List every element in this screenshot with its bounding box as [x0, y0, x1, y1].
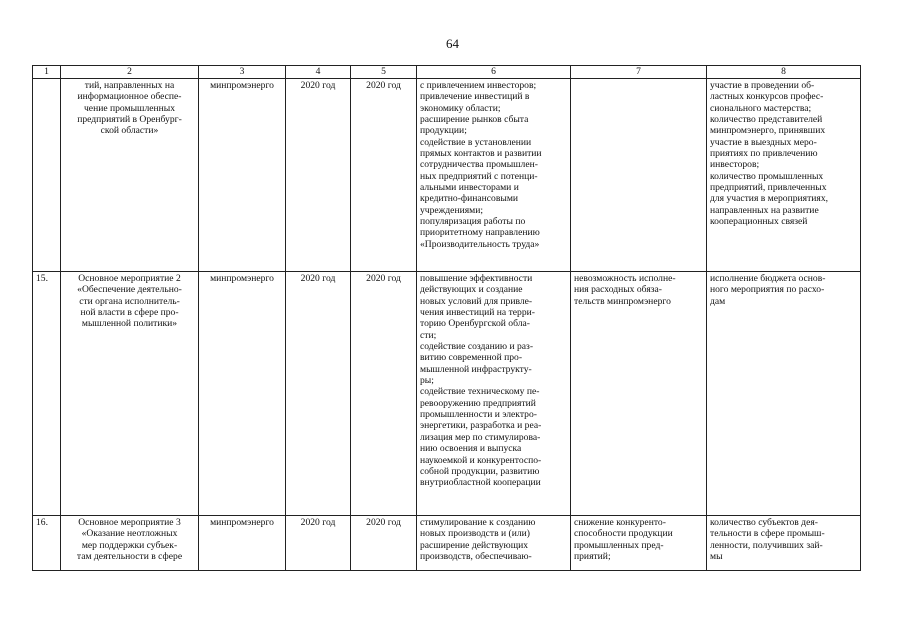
indicators-line: количество представителей: [710, 114, 823, 126]
expected-result-line: альными инвесторами и: [420, 182, 519, 194]
activity-name: [61, 516, 199, 571]
indicators-line: направленных на развитие: [710, 204, 819, 216]
consequences-line: невозможность исполне-: [574, 273, 676, 284]
expected-result-line: витию современной про-: [420, 352, 523, 364]
consequences-line: снижение конкуренто-: [574, 517, 666, 528]
end-year: 2020 год: [351, 79, 417, 272]
start-year: 2020 год: [286, 79, 351, 272]
expected-result-line: новых производств и (или): [420, 528, 530, 540]
expected-result-line: ры;: [420, 375, 434, 387]
expected-result-line: ревооружению предприятий: [420, 397, 536, 409]
end-year: 2020 год: [351, 516, 417, 571]
expected-result-line: экономику области;: [420, 102, 501, 114]
expected-result-line: продукции;: [420, 125, 467, 137]
table-row: [33, 79, 861, 272]
expected-result: [417, 516, 571, 571]
indicators: [707, 272, 861, 516]
column-header-2: 2: [61, 66, 199, 79]
consequences-line: промышленных пред-: [574, 539, 664, 551]
column-header-4: 4: [286, 66, 351, 79]
expected-result-line: лизация мер по стимулирова-: [420, 431, 541, 443]
executor: минпромэнерго: [199, 79, 286, 272]
page-number: 64: [446, 36, 459, 51]
activity-name-line: чение промышленных: [83, 102, 175, 114]
expected-result-line: прямых контактов и развитии: [420, 148, 542, 160]
expected-result-line: повышение эффективности: [420, 273, 533, 284]
table-row: [33, 272, 861, 516]
indicators-line: инвесторов;: [710, 159, 760, 171]
indicators: [707, 516, 861, 571]
indicators-line: приятиях по привлечению: [710, 148, 818, 160]
expected-result-line: сти;: [420, 329, 437, 341]
expected-result-line: мышленной инфраструкту-: [420, 363, 532, 375]
indicators-line: количество субъектов дея-: [710, 517, 818, 528]
expected-result-line: чения инвестиций на терри-: [420, 307, 535, 319]
expected-result-line: торию Оренбургской обла-: [420, 318, 530, 330]
consequences-line: ния расходных обяза-: [574, 284, 662, 296]
activity-name-line: «Обеспечение деятельно-: [77, 284, 182, 296]
activity-name-line: тий, направленных на: [84, 80, 175, 91]
indicators-line: участие в проведении об-: [710, 80, 815, 91]
indicators-line: дам: [710, 295, 726, 307]
consequences: [571, 272, 707, 516]
indicators-line: кооперационных связей: [710, 216, 808, 228]
activity-name-line: ской области»: [100, 125, 159, 137]
activity-name-line: мышленной политики»: [81, 318, 178, 330]
indicators: [707, 79, 861, 272]
activity-name-line: сти органа исполнитель-: [79, 295, 180, 307]
row-number: 15.: [33, 272, 61, 516]
header-row: [33, 66, 861, 79]
activity-name-line: Основное мероприятие 3: [78, 517, 181, 528]
indicators-line: мы: [710, 551, 723, 563]
expected-result-line: сотрудничества промышлен-: [420, 159, 538, 171]
indicators-line: ластных конкурсов профес-: [710, 91, 824, 103]
expected-result-line: энергетики, разработка и реа-: [420, 420, 542, 432]
activity-name: [61, 79, 199, 272]
expected-result-line: расширение действующих: [420, 539, 529, 551]
row-number: [33, 79, 61, 272]
expected-result-line: приоритетному направлению: [420, 227, 540, 239]
expected-result-line: учреждениями;: [420, 204, 483, 216]
start-year: 2020 год: [286, 272, 351, 516]
expected-result-line: нию освоения и выпуска: [420, 443, 522, 455]
activity-name-line: ной власти в сфере про-: [80, 307, 179, 319]
executor: минпромэнерго: [199, 516, 286, 571]
expected-result-line: содействие созданию и раз-: [420, 341, 534, 353]
activity-name: [61, 272, 199, 516]
indicators-line: минпромэнерго, принявших: [710, 125, 826, 137]
column-header-5: 5: [351, 66, 417, 79]
expected-result-line: ных предприятий с потенци-: [420, 170, 538, 182]
consequences: [571, 516, 707, 571]
expected-result-line: внутриобластной кооперации: [420, 477, 541, 489]
expected-result-line: собной продукции, развитию: [420, 465, 540, 477]
table-body: [33, 79, 861, 571]
activity-name-line: предприятий в Оренбург-: [77, 114, 182, 126]
expected-result: [417, 79, 571, 272]
consequences-line: способности продукции: [574, 528, 673, 540]
consequences-line: приятий;: [574, 551, 611, 563]
indicators-line: количество промышленных: [710, 170, 824, 182]
table-row: [33, 516, 861, 571]
column-header-6: 6: [417, 66, 571, 79]
expected-result-line: стимулирование к созданию: [420, 517, 536, 528]
program-table: [32, 65, 861, 571]
column-header-1: 1: [33, 66, 61, 79]
activity-name-line: информационное обеспе-: [77, 91, 182, 103]
expected-result-line: кредитно-финансовыми: [420, 193, 519, 205]
activity-name-line: там деятельности в сфере: [76, 551, 183, 563]
column-header-8: 8: [707, 66, 861, 79]
expected-result-line: популяризация работы по: [420, 216, 526, 228]
expected-result-line: промышленности и электро-: [420, 409, 537, 421]
start-year: 2020 год: [286, 516, 351, 571]
expected-result-line: с привлечением инвесторов;: [420, 80, 537, 91]
indicators-line: ного мероприятия по расхо-: [710, 284, 825, 296]
activity-name-line: Основное мероприятие 2: [78, 273, 181, 284]
expected-result-line: расширение рынков сбыта: [420, 114, 529, 126]
row-number: 16.: [33, 516, 61, 571]
indicators-line: исполнение бюджета основ-: [710, 273, 826, 284]
indicators-line: для участия в мероприятиях,: [710, 193, 829, 205]
expected-result-line: содействие в установлении: [420, 136, 532, 148]
indicators-line: ленности, получивших зай-: [710, 539, 823, 551]
consequences: [571, 79, 707, 272]
indicators-line: участие в выездных меро-: [710, 136, 817, 148]
indicators-line: предприятий, привлеченных: [710, 182, 827, 194]
column-header-7: 7: [571, 66, 707, 79]
column-header-3: 3: [199, 66, 286, 79]
expected-result-line: содействие техническому пе-: [420, 386, 540, 398]
expected-result-line: привлечение инвестиций в: [420, 91, 530, 103]
consequences-line: тельств минпромэнерго: [574, 295, 671, 307]
indicators-line: тельности в сфере промыш-: [710, 528, 825, 540]
expected-result-line: «Производительность труда»: [420, 238, 540, 250]
activity-name-line: мер поддержки субъек-: [81, 539, 178, 551]
expected-result-line: производств, обеспечиваю-: [420, 551, 532, 563]
expected-result: [417, 272, 571, 516]
activity-name-line: «Оказание неотложных: [81, 528, 178, 540]
expected-result-line: действующих и создание: [420, 284, 523, 296]
indicators-line: сионального мастерства;: [710, 102, 812, 114]
end-year: 2020 год: [351, 272, 417, 516]
expected-result-line: новых условий для привле-: [420, 295, 533, 307]
executor: минпромэнерго: [199, 272, 286, 516]
expected-result-line: наукоемкой и конкурентоспо-: [420, 454, 542, 466]
